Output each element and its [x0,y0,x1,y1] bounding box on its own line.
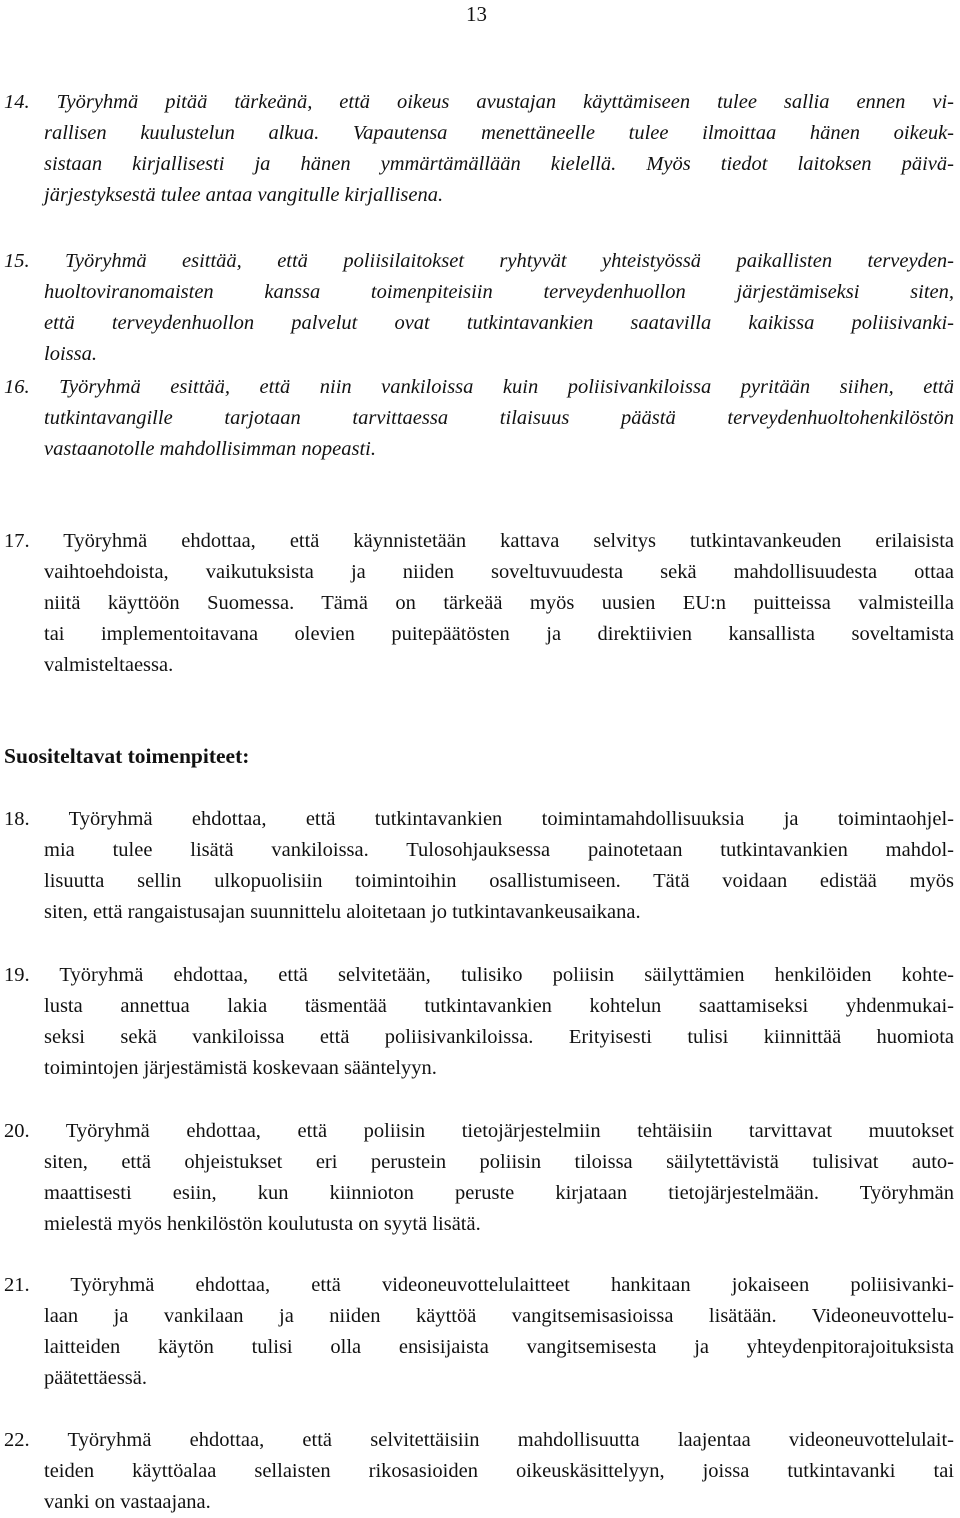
text-line: päätettäessä. [44,1367,148,1389]
text-line: että terveydenhuollon palvelut ovat tutkintavankien saatavilla kaikissa poliisivanki- [44,312,954,334]
text-line: mia tulee lisätä vankiloissa. Tulosohjauksessa painotetaan tutkintavankien mahdol- [44,839,954,861]
text-line: laitteiden käytön tulisi olla ensisijaista vangitsemisesta ja yhteydenpitorajoituksista [44,1336,954,1358]
text-line: maattisesti esiin, kun kiinnioton peruste kirjataan tietojärjestelmään. Työryhmän [44,1182,954,1204]
text-line: vanki on vastaajana. [44,1491,211,1513]
text-line: lusta annettua lakia täsmentää tutkintavankien kohtelun saattamiseksi yhdenmukai- [44,995,954,1017]
text-line: 14. Työryhmä pitää tärkeänä, että oikeus avustajan käyttämiseen tulee sallia ennen vi- [4,91,954,113]
text-line: 15. Työryhmä esittää, että poliisilaitokset ryhtyvät yhteistyössä paikallisten terveyden- [4,250,954,272]
text-line: 22. Työryhmä ehdottaa, että selvitettäisiin mahdollisuutta laajentaa videoneuvottelulait- [4,1429,954,1451]
text-line: vastaanotolle mahdollisimman nopeasti. [44,438,376,460]
text-line: niitä käyttöön Suomessa. Tämä on tärkeää myös uusien EU:n puitteissa valmisteilla [44,592,954,614]
text-line: lisuutta sellin ulkopuolisiin toimintoihin osallistumiseen. Tätä voidaan edistää myös [44,870,954,892]
text-line: rallisen kuulustelun alkua. Vapautensa menettäneelle tulee ilmoittaa hänen oikeuk- [44,122,954,144]
text-line: 19. Työryhmä ehdottaa, että selvitetään, tulisiko poliisin säilyttämien henkilöiden kohte- [4,964,954,986]
text-line: tutkintavangille tarjotaan tarvittaessa tilaisuus päästä terveydenhuoltohenkilöstön [44,407,954,429]
text-line: loissa. [44,343,97,365]
text-line: siten, että rangaistusajan suunnittelu aloitetaan jo tutkintavankeusaikana. [44,901,641,923]
text-line: toimintojen järjestämistä koskevaan sääntelyyn. [44,1057,437,1079]
text-line: tai implementoitavana olevien puitepäätösten ja direktiivien kansallista soveltamista [44,623,954,645]
text-line: siten, että ohjeistukset eri perustein poliisin tiloissa säilytettävistä tulisivat auto- [44,1151,954,1173]
text-line: 16. Työryhmä esittää, että niin vankiloissa kuin poliisivankiloissa pyritään siihen, että [4,376,954,398]
page-number: 13 [466,2,487,26]
section-heading: Suositeltavat toimenpiteet: [4,744,250,768]
text-line: laan ja vankilaan ja niiden käyttöä vangitsemisasioissa lisätään. Videoneuvottelu- [44,1305,954,1327]
text-line: mielestä myös henkilöstön koulutusta on syytä lisätä. [44,1213,481,1235]
text-line: sistaan kirjallisesti ja hänen ymmärtämällään kielellä. Myös tiedot laitoksen päivä- [44,153,954,175]
text-line: 18. Työryhmä ehdottaa, että tutkintavankien toimintamahdollisuuksia ja toimintaohjel- [4,808,954,830]
text-line: järjestyksestä tulee antaa vangitulle kirjallisena. [44,184,444,206]
text-line: 21. Työryhmä ehdottaa, että videoneuvottelulaitteet hankitaan jokaiseen poliisivanki- [4,1274,954,1296]
text-line: vaihtoehdoista, vaikutuksista ja niiden soveltuvuudesta sekä mahdollisuudesta ottaa [44,561,954,583]
text-line: huoltoviranomaisten kanssa toimenpiteisiin terveydenhuollon järjestämiseksi siten, [44,281,954,303]
text-line: teiden käyttöalaa sellaisten rikosasioiden oikeuskäsittelyyn, joissa tutkintavanki tai [44,1460,954,1482]
text-line: 17. Työryhmä ehdottaa, että käynnistetään kattava selvitys tutkintavankeuden erilaisista [4,530,954,552]
text-line: seksi sekä vankiloissa että poliisivankiloissa. Erityisesti tulisi kiinnittää huomiota [44,1026,954,1048]
text-line: valmisteltaessa. [44,654,174,676]
text-line: 20. Työryhmä ehdottaa, että poliisin tietojärjestelmiin tehtäisiin tarvittavat muutokset [4,1120,954,1142]
